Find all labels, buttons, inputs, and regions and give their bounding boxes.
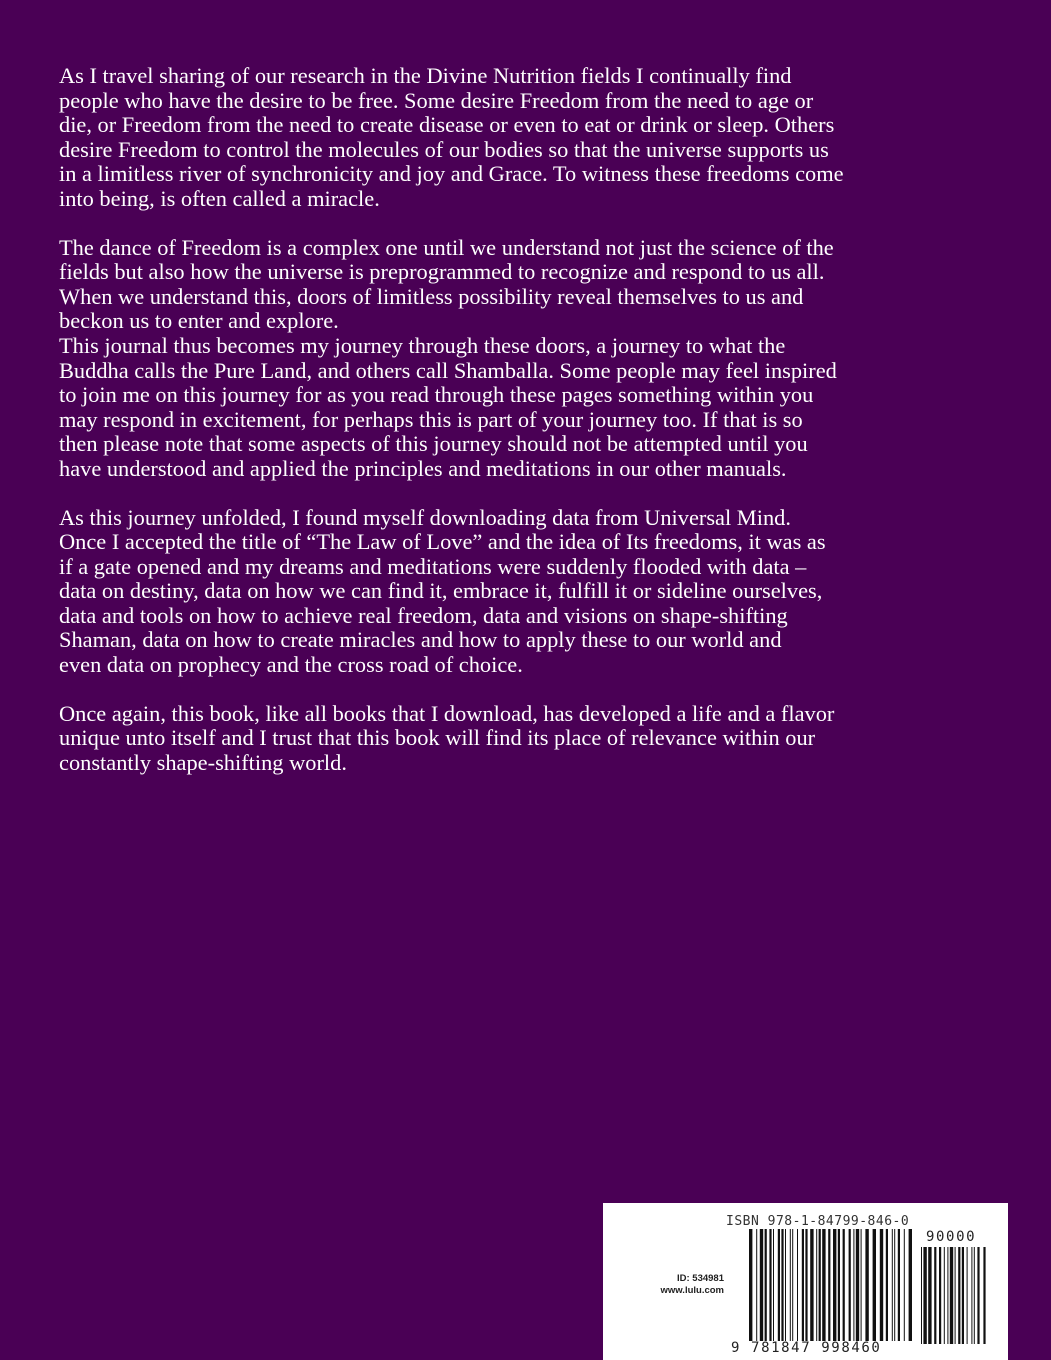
barcode-bars [603, 1203, 1008, 1360]
barcode-bar [853, 1229, 854, 1341]
barcode-bar [886, 1229, 888, 1341]
barcode-bar [898, 1229, 900, 1341]
barcode-bar [880, 1229, 883, 1341]
barcode-bar [785, 1229, 786, 1341]
paragraph-3: This journal thus becomes my journey through these doors, a journey to what the Buddha calls the Pure Land, and others call Shamballa. Some people may feel inspired to join me on this journey for as you read through these pages something within you may respond in excitement, for perhaps this is part of your journey too. If that is so then please note that some aspects of this journey should not be attempted until you have understood and applied the principles and meditations in our other manuals. [59, 332, 837, 481]
barcode-bar [962, 1247, 964, 1344]
barcode-bar [805, 1229, 807, 1341]
barcode-bar [955, 1247, 956, 1344]
barcode-bar [977, 1247, 979, 1344]
barcode-bar [778, 1229, 780, 1341]
back-cover-text [59, 64, 999, 775]
barcode-bar [873, 1229, 876, 1341]
barcode-bar [828, 1229, 830, 1341]
barcode-bar [909, 1229, 912, 1341]
barcode-bar [838, 1229, 840, 1341]
barcode-bar [781, 1229, 783, 1341]
barcode-bar [958, 1247, 960, 1344]
barcode-bar [769, 1229, 771, 1341]
paragraph-1: As I travel sharing of our research in the Divine Nutrition fields I continually find people who have the desire to be free. Some desire Freedom from the need to age or die, or Freedom from the need to create disease or even to eat or drink or sleep. Others desire Freedom to control the molecules of our bodies so that the universe supports us in a limitless river of synchronicity and joy and Grace. To witness these freedoms come into being, is often called a miracle. [59, 63, 844, 211]
barcode-bar [939, 1247, 941, 1344]
barcode-bar [849, 1229, 851, 1341]
isbn-label: ISBN 978-1-84799-846-0 [726, 1214, 910, 1229]
barcode-bar [792, 1229, 793, 1341]
barcode-bar [756, 1229, 757, 1341]
barcode-bar [928, 1247, 931, 1344]
barcode-bar [921, 1247, 922, 1344]
barcode-bar [967, 1247, 968, 1344]
paragraph-4: As this journey unfolded, I found myself downloading data from Universal Mind. Once I accepted the title of “The Law of Love” and the idea of Its freedoms, it was as if a gate opened and my dreams and meditations were suddenly flooded with data – data on destiny, data on how we can find it, embrace it, fulfill it or sideline ourselves, data and tools on how to achieve real freedom, data and visions on shape-shifting Shaman, data on how to create miracles and how to apply these to our world and even data on prophecy and the cross road of choice. [59, 504, 826, 678]
barcode-bar [923, 1247, 926, 1344]
barcode-bar [865, 1229, 868, 1341]
barcode-box [603, 1203, 1008, 1360]
barcode-bar [983, 1247, 985, 1344]
paragraph-2: The dance of Freedom is a complex one until we understand not just the science of the fields but also how the universe is preprogrammed to recognize and respond to us all. When we understand this, doors of limitless possibility reveal themselves to us and beckon us to enter and explore. [59, 234, 834, 334]
barcode-bar [861, 1229, 862, 1341]
barcode-bar [974, 1247, 975, 1344]
lulu-id: ID: 534981 [676, 1273, 724, 1284]
addon-digits: 90000 [926, 1229, 977, 1245]
barcode-bar [816, 1229, 817, 1341]
barcode-bar [833, 1229, 836, 1341]
barcode-bar [894, 1229, 895, 1341]
barcode-bar [822, 1229, 825, 1341]
addon-barcode [921, 1247, 986, 1344]
ean-barcode [749, 1229, 912, 1341]
barcode-bar [760, 1229, 763, 1341]
barcode-bar [947, 1247, 948, 1344]
lulu-url: www.lulu.com [660, 1285, 724, 1296]
barcode-bar [934, 1247, 936, 1344]
barcode-bar [856, 1229, 859, 1341]
barcode-bar [843, 1229, 845, 1341]
paragraph-gap [59, 678, 999, 702]
barcode-bar [971, 1247, 972, 1344]
barcode-bar [950, 1247, 953, 1344]
barcode-bar [765, 1229, 767, 1341]
paragraph-gap [59, 482, 999, 506]
paragraph-gap [59, 212, 999, 236]
barcode-bar [904, 1229, 905, 1341]
barcode-bar [790, 1229, 791, 1341]
ean-digits: 9 781847 998460 [731, 1340, 882, 1356]
barcode-bar [749, 1229, 752, 1341]
barcode-bar [802, 1229, 804, 1341]
barcode-bar [819, 1229, 821, 1341]
barcode-bar [944, 1247, 945, 1344]
barcode-bar [810, 1229, 813, 1341]
barcode-bar [892, 1229, 893, 1341]
barcode-bar [797, 1229, 798, 1341]
paragraph-5: Once again, this book, like all books that I download, has developed a life and a flavor unique unto itself and I trust that this book will find its place of relevance within our constantly shape-shifting world. [59, 700, 835, 775]
barcode-bar [773, 1229, 774, 1341]
